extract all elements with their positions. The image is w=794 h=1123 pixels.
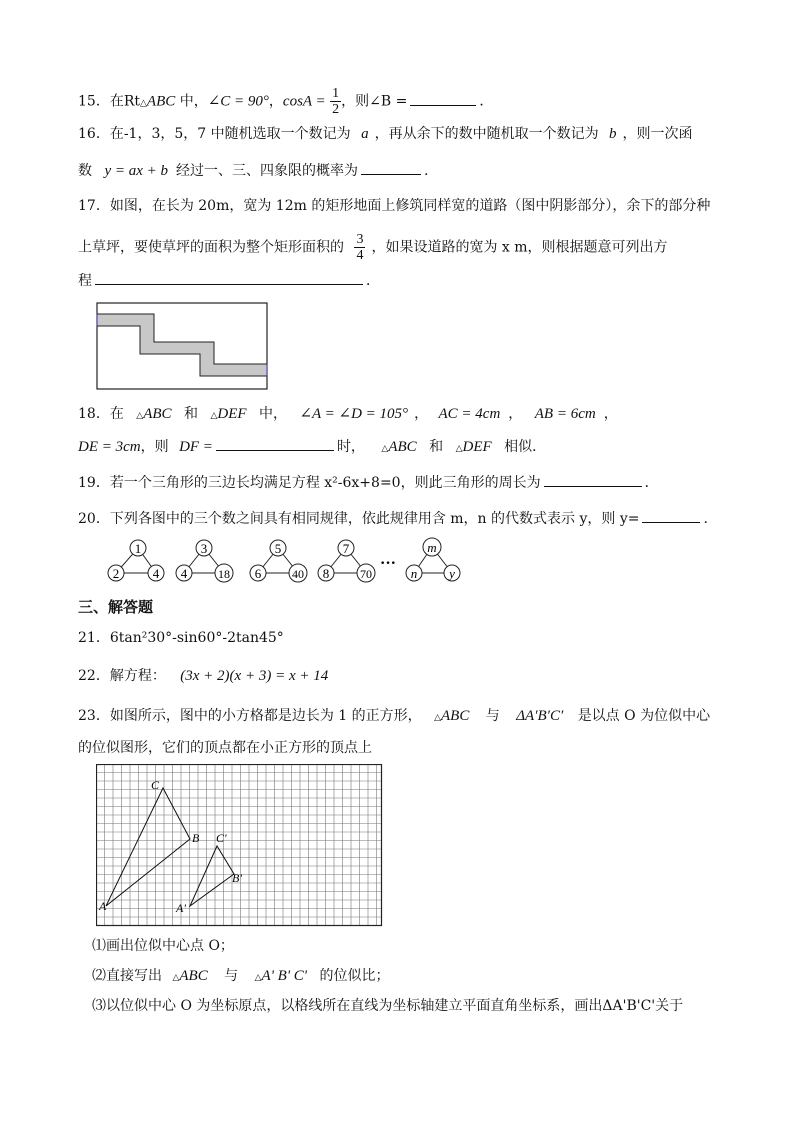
q17-text-2a: 上草坪，要使草坪的面积为整个矩形面积的	[78, 239, 344, 256]
q16-var-b: b	[609, 126, 617, 142]
label-a: A	[99, 899, 107, 913]
q23-sub2-text-a: ⑵直接写出	[92, 968, 162, 984]
q16-text-a: 16．在-1，3，5，7 中随机选取一个数记为	[78, 126, 351, 142]
q17-text-3: 程	[78, 273, 92, 289]
g2-top: 3	[200, 541, 208, 556]
triangle-symbol: △	[172, 973, 180, 983]
question-17-line2	[78, 232, 668, 263]
q18-and-2: 和	[429, 439, 444, 455]
question-19	[78, 472, 659, 493]
q18-text-a: 18．在	[78, 406, 124, 422]
q23-sub1-text: ⑴画出位似中心点 O；	[92, 938, 234, 954]
triangle-symbol: △	[434, 713, 441, 723]
question-18-line1	[78, 404, 618, 426]
q15-frac-num: 1	[332, 86, 340, 101]
q15-answer-blank[interactable]	[410, 91, 476, 106]
g4-left: 8	[322, 566, 330, 581]
q19-text: 19．若一个三角形的三边长均满足方程 x²-6x+8=0，则此三角形的周长为	[78, 475, 541, 491]
q22-prefix: 22．解方程：	[78, 668, 166, 684]
q23-sub2-tri-abc: ABC	[179, 968, 208, 984]
g2-left: 4	[180, 566, 188, 581]
q18-tri-def-2: DEF	[462, 439, 492, 455]
q15-end: ．	[479, 93, 494, 110]
q17-answer-blank[interactable]	[95, 270, 363, 285]
q18-and: 和	[184, 406, 198, 422]
q16-text-e: 经过一、三、四象限的概率为	[176, 163, 359, 179]
q15-frac-den: 2	[332, 102, 340, 117]
q17-text-2b: ，如果设道路的宽为 x m，则根据题意可列出方	[371, 239, 668, 256]
q16-answer-blank[interactable]	[361, 160, 421, 175]
label-c1: C'	[216, 831, 227, 845]
label-c: C	[151, 778, 160, 792]
q18-then: ，则	[140, 439, 169, 455]
pattern-group-1	[108, 540, 164, 581]
q18-comma: ，	[414, 406, 429, 422]
q23-sub2-with: 与	[224, 968, 239, 984]
q23-sub2-tri-a1b1c1: A' B' C'	[261, 968, 308, 984]
g1-right: 4	[152, 566, 160, 581]
triangle-symbol: △	[381, 444, 389, 454]
q19-answer-blank[interactable]	[544, 472, 642, 487]
q18-answer-blank[interactable]	[216, 436, 334, 451]
g5-top: m	[427, 540, 437, 555]
q18-when: 时，	[336, 439, 365, 455]
grid-lines	[97, 765, 382, 926]
g2-right: 18	[218, 567, 230, 581]
q18-ac: AC = 4cm	[438, 406, 501, 422]
pattern-group-2	[176, 540, 233, 582]
q18-comma: ，	[603, 406, 618, 422]
section-title-3: 三、解答题	[78, 598, 154, 616]
q17-frac-den: 4	[356, 248, 364, 263]
q23-tri-abc: ABC	[441, 708, 470, 724]
q18-de: DE = 3cm	[78, 439, 141, 455]
triangle-abc	[106, 788, 190, 906]
q15-abc: ABC	[146, 93, 176, 110]
question-18-line2	[78, 436, 546, 459]
q15-sep: ，	[268, 93, 283, 110]
question-23-line2	[78, 738, 372, 758]
question-22	[78, 666, 328, 686]
g3-right: 40	[292, 567, 304, 581]
g4-top: 7	[342, 541, 350, 556]
q18-ab: AB = 6cm	[534, 406, 596, 422]
g1-left: 2	[112, 566, 120, 581]
q18-angles: ∠A = ∠D = 105°	[299, 406, 409, 422]
q17-end: ．	[366, 273, 380, 289]
q18-tri-def: DEF	[217, 406, 247, 422]
question-17-line1	[78, 196, 710, 216]
pattern-group-4	[318, 540, 375, 582]
g4-right: 70	[360, 567, 372, 581]
q16-end: .	[424, 163, 429, 179]
question-23-sub1	[92, 936, 234, 956]
pattern-group-5	[406, 538, 460, 581]
g3-top: 5	[274, 541, 282, 556]
pattern-group-3	[250, 540, 307, 582]
pattern-ellipsis: ···	[379, 555, 397, 572]
question-20	[78, 508, 708, 529]
q23-text-b: 是以点 O 为位似中心	[577, 708, 711, 724]
question-17-line3	[78, 270, 380, 291]
q23-text-a: 23．如图所示，图中的小方格都是边长为 1 的正方形，	[78, 708, 422, 724]
g5-left: n	[410, 566, 418, 581]
q15-angle-c: ∠C = 90°	[207, 93, 269, 110]
triangle-symbol: △	[254, 973, 262, 983]
q16-function: y = ax + b	[104, 163, 169, 179]
q16-text-b: ，再从余下的数中随机取一个数记为	[374, 126, 599, 142]
question-16-line2	[78, 160, 428, 181]
q23-sub3-text: ⑶以位似中心 O 为坐标原点，以格线所在直线为坐标轴建立平面直角坐标系，画出ΔA'B'C'关于	[92, 998, 684, 1014]
q16-text-d: 数	[78, 163, 92, 179]
label-b: B	[192, 831, 200, 845]
q21-text: 21．6tan²30°-sin60°-2tan45°	[78, 630, 284, 646]
q15-number: 15．	[78, 93, 110, 110]
triangle-symbol: △	[136, 411, 144, 421]
q16-text-c: ，则一次函	[622, 126, 693, 142]
q23-text-c: 的位似图形，它们的顶点都在小正方形的顶点上	[78, 740, 372, 756]
q23-tri-a1b1c1: ΔA′B′C′	[516, 708, 564, 724]
q20-end: .	[703, 511, 708, 527]
q23-grid-figure	[96, 764, 384, 928]
q17-road-figure	[96, 302, 270, 392]
q15-tail: ，则∠B =	[341, 93, 408, 110]
q17-frac-num: 3	[356, 232, 364, 247]
triangle-symbol: △	[210, 411, 218, 421]
q15-prefix: 在Rt	[109, 93, 140, 110]
label-b1: B'	[232, 871, 242, 885]
grid-border	[97, 765, 382, 926]
q18-df: DF =	[179, 439, 213, 455]
question-15	[78, 86, 493, 117]
q18-mid: 中，	[259, 406, 287, 422]
question-23-sub2	[92, 966, 389, 988]
q15-mid: 中，	[175, 93, 208, 110]
q20-text: 20．下列各图中的三个数之间具有相同规律，依此规律用含 m，n 的代数式表示 y，则 y=	[78, 511, 640, 527]
triangle-symbol: △	[140, 98, 147, 109]
q20-answer-blank[interactable]	[642, 508, 700, 523]
q18-comma: ，	[508, 406, 523, 422]
question-23-line1	[78, 706, 710, 728]
q15-cos-a: cosA =	[282, 93, 326, 110]
q20-pattern-figure	[100, 536, 470, 586]
g1-top: 1	[134, 541, 142, 556]
q23-sub2-text-b: 的位似比；	[319, 968, 390, 984]
g5-right: y	[449, 566, 455, 581]
triangle-symbol: △	[455, 444, 463, 454]
q18-similar: 相似．	[504, 439, 547, 455]
q23-with: 与	[485, 708, 500, 724]
q22-equation: (3x + 2)(x + 3) = x + 14	[180, 668, 329, 684]
question-16-line1	[78, 124, 693, 144]
question-21	[78, 628, 284, 648]
q16-var-a: a	[361, 126, 369, 142]
label-a1: A'	[176, 901, 186, 915]
g3-left: 6	[254, 566, 262, 581]
triangle-a1b1c1	[190, 846, 234, 906]
question-23-sub3	[92, 996, 683, 1016]
q18-tri-abc: ABC	[143, 406, 172, 422]
q17-fraction	[354, 232, 365, 263]
q17-text-1: 17．如图，在长为 20m，宽为 12m 的矩形地面上修筑同样宽的道路（图中阴影部分），余下的部分种	[78, 198, 711, 214]
q18-tri-abc-2: ABC	[388, 439, 417, 455]
q19-end: ．	[644, 475, 659, 491]
q15-fraction	[330, 86, 341, 117]
